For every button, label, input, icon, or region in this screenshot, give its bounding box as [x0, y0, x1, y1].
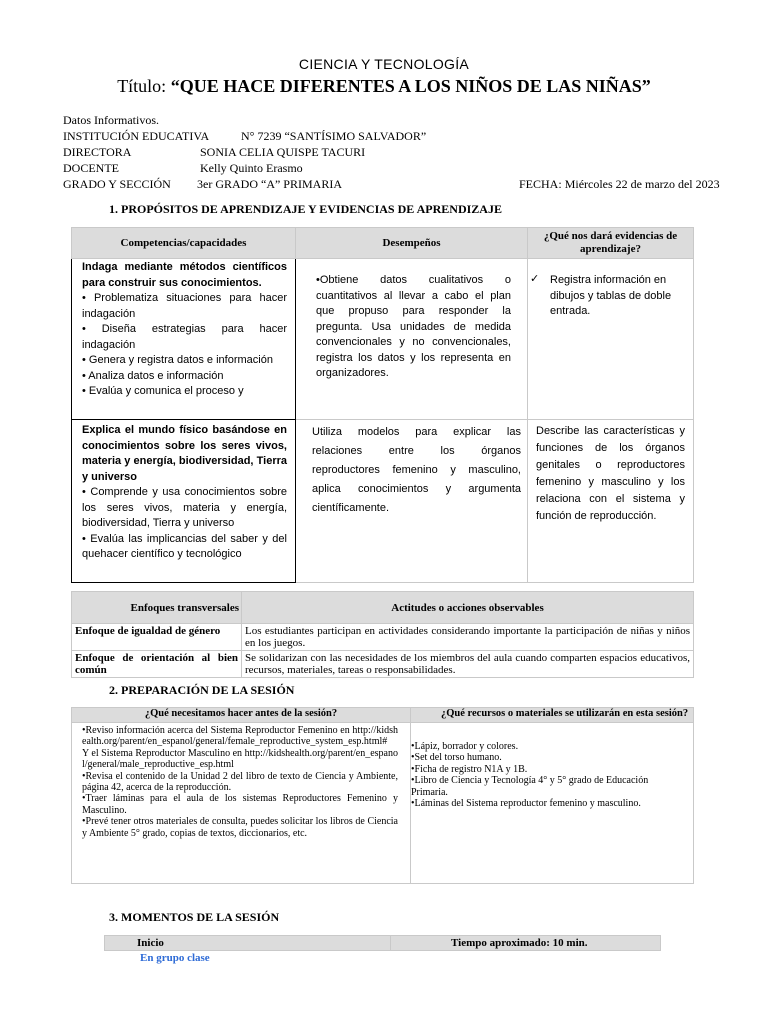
- datos-heading: Datos Informativos.: [63, 113, 159, 127]
- grupo-clase-label: En grupo clase: [140, 952, 210, 964]
- title-main: “QUE HACE DIFERENTES A LOS NIÑOS DE LAS NIÑAS”: [170, 76, 651, 96]
- preparacion-table: [71, 707, 694, 884]
- antes-item: Y el Sistema Reproductor Masculino en http://kidshealth.org/parent/en_espanol/general/male_reproductive_esp.html: [82, 747, 398, 771]
- evidencia-text-1: Registra información en dibujos y tablas de doble entrada.: [550, 274, 672, 317]
- antes-item: •Prevé tener otros materiales de consulta, puedes solicitar los libros de Ciencia y Ambiente 5° grado, copias de textos, diccionarios, etc.: [82, 816, 398, 839]
- evidencia-text-2: Describe las características y funciones de los órganos genitales o reproductores femenino y masculino y los relaciona con el sistema y función de reproducción.: [536, 425, 685, 522]
- recurso-item: •Ficha de registro N1A y 1B.: [411, 763, 528, 775]
- antes-item: •Reviso información acerca del Sistema Reproductor Femenino en http://kidshealth.org/parent/en_espanol/general/female_reproductive_system_esp.html#: [82, 725, 398, 748]
- subject-heading: CIENCIA Y TECNOLOGÍA: [298, 56, 470, 72]
- competencia-cell-1: [72, 259, 296, 420]
- desempeno-cell-2: [296, 420, 528, 583]
- col-actitudes: Actitudes o acciones observables: [242, 592, 694, 624]
- inicio-label: Inicio: [105, 936, 391, 951]
- fecha-value: Miércoles 22 de marzo del 2023: [564, 177, 720, 191]
- fecha: [519, 176, 720, 192]
- competencia-title-1: Indaga mediante métodos científicos para construir sus conocimientos.: [82, 261, 287, 289]
- section3-heading: 3. MOMENTOS DE LA SESIÓN: [109, 910, 280, 924]
- title-prefix: Título:: [117, 76, 167, 96]
- desempeno-cell-1: [296, 259, 528, 420]
- enfoque-name: Enfoque de orientación al bien común: [72, 651, 242, 678]
- col-evidencias: ¿Qué nos dará evidencias de aprendizaje?: [528, 228, 694, 259]
- recurso-item: •Láminas del Sistema reproductor femenino y masculino.: [411, 798, 641, 810]
- col-competencias: Competencias/capacidades: [72, 228, 296, 259]
- antes-item: •Traer láminas para el aula de los sistemas Reproductores Femenino y Masculino.: [82, 793, 398, 816]
- grado-value: 3er GRADO “A” PRIMARIA: [197, 177, 342, 191]
- check-icon: ✓: [530, 273, 540, 285]
- col-recursos: ¿Qué recursos o materiales se utilizarán en esta sesión?: [411, 708, 694, 723]
- directora-label: DIRECTORA: [63, 145, 132, 159]
- fecha-label: FECHA:: [519, 177, 562, 191]
- capacidad-item: • Diseña estrategias para hacer indagación: [82, 323, 287, 351]
- desempeno-text-1: •Obtiene datos cualitativos o cuantitativos al llevar a cabo el plan que propuso para responder la pregunta. Usa unidades de medida convencionales y no convencionales, registra los datos y los representa en organizadores.: [316, 274, 511, 379]
- document-title: [0, 76, 768, 97]
- enfoque-actitud: Se solidarizan con las necesidades de los miembros del aula cuando comparten espacios educativos, recursos, materiales, tareas o responsabilidades.: [242, 651, 694, 678]
- recurso-item: •Lápiz, borrador y colores.: [411, 741, 519, 752]
- capacidad-item: • Problematiza situaciones para hacer indagación: [82, 292, 287, 320]
- desempeno-text-2: Utiliza modelos para explicar las relaciones entre los órganos reproductores femenino y masculino, aplica conocimientos y argumenta científicamente.: [312, 426, 521, 514]
- directora-value: SONIA CELIA QUISPE TACURI: [200, 145, 366, 159]
- capacidad-item: • Analiza datos e información: [82, 369, 224, 382]
- institucion-value: N° 7239 “SANTÍSIMO SALVADOR”: [241, 129, 427, 143]
- grado-label: GRADO Y SECCIÓN: [63, 177, 171, 191]
- section1-heading: 1. PROPÓSITOS DE APRENDIZAJE Y EVIDENCIAS DE APRENDIZAJE: [109, 202, 502, 216]
- enfoques-table: [71, 591, 694, 678]
- propositos-table: [71, 227, 694, 583]
- antes-cell: [72, 723, 411, 884]
- col-antes: ¿Qué necesitamos hacer antes de la sesión?: [72, 708, 411, 723]
- docente-label: DOCENTE: [63, 161, 119, 175]
- capacidad-item: • Evalúa las implicancias del saber y del quehacer científico y tecnológico: [82, 532, 287, 560]
- enfoque-actitud: Los estudiantes participan en actividades considerando importante la participación de niñas y niños en los juegos.: [242, 624, 694, 651]
- capacidad-item: • Genera y registra datos e información: [82, 354, 273, 366]
- recursos-cell: [411, 723, 694, 884]
- capacidad-item: • Evalúa y comunica el proceso y: [82, 385, 244, 397]
- capacidad-item: • Comprende y usa conocimientos sobre los seres vivos, materia y energía, biodiversidad, Tierra y universo: [82, 486, 287, 529]
- tiempo-label: Tiempo aproximado: 10 min.: [391, 936, 661, 951]
- antes-item: •Revisa el contenido de la Unidad 2 del libro de texto de Ciencia y Ambiente, página 42, acerca de la reproducción.: [82, 770, 398, 794]
- table-row: [72, 651, 694, 678]
- competencia-title-2: Explica el mundo físico basándose en conocimientos sobre los seres vivos, materia y energía, biodiversidad, Tierra y universo: [82, 424, 287, 483]
- col-desempenos: Desempeños: [296, 228, 528, 259]
- section2-heading: 2. PREPARACIÓN DE LA SESIÓN: [109, 683, 295, 697]
- momentos-table: [104, 935, 661, 951]
- enfoque-name: Enfoque de igualdad de género: [72, 624, 242, 651]
- evidencia-cell-2: [528, 420, 694, 583]
- institucion-label: INSTITUCIÓN EDUCATIVA: [63, 129, 210, 143]
- competencia-cell-2: [72, 420, 296, 583]
- col-enfoques: Enfoques transversales: [72, 592, 242, 624]
- table-row: [72, 624, 694, 651]
- evidencia-cell-1: [528, 259, 694, 420]
- recurso-item: •Set del torso humano.: [411, 752, 502, 764]
- recurso-item: •Libro de Ciencia y Tecnología 4° y 5° grado de Educación Primaria.: [411, 775, 649, 798]
- docente-value: Kelly Quinto Erasmo: [200, 161, 303, 175]
